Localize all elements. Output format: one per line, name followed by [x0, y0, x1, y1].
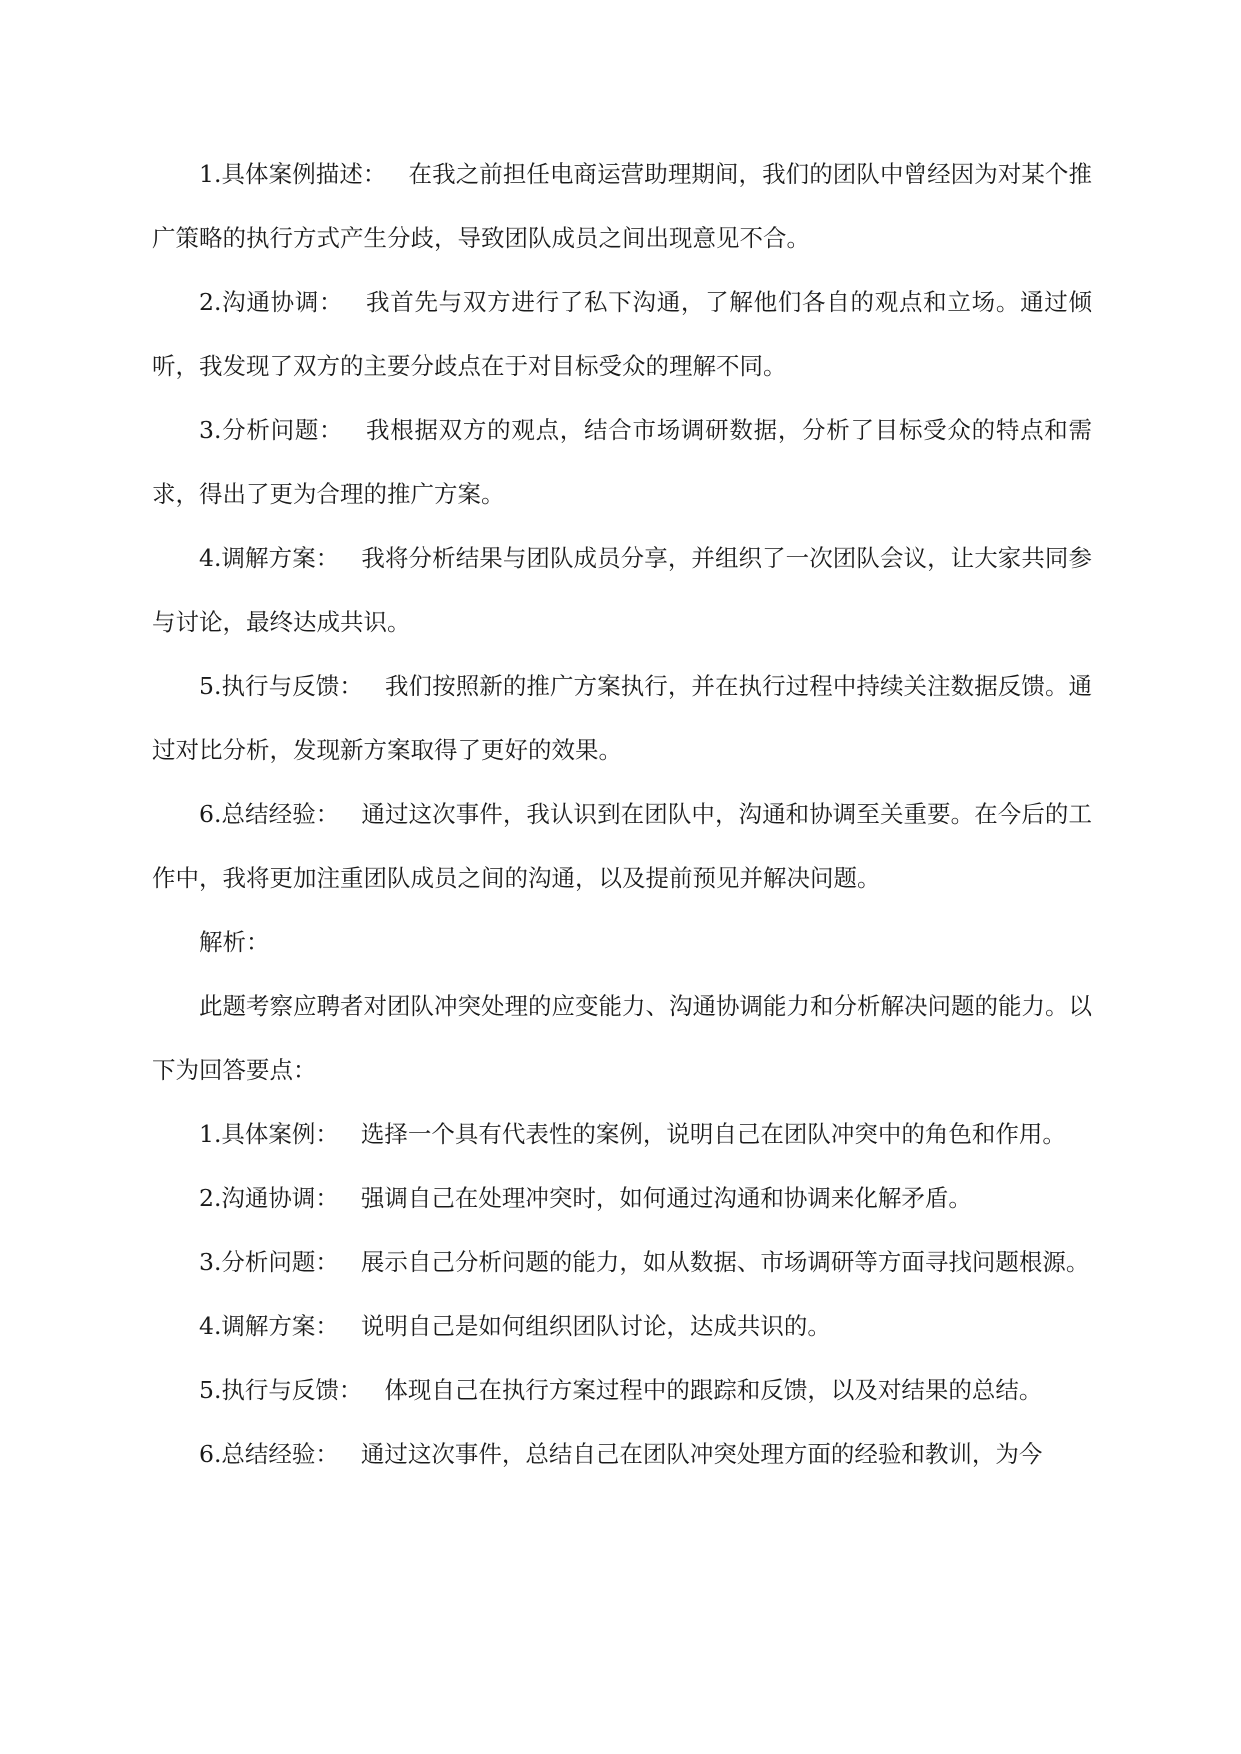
analysis-item-text: 通过这次事件，总结自己在团队冲突处理方面的经验和教训，为今: [360, 1440, 1043, 1468]
analysis-item-label: 4.调解方案：: [199, 1312, 339, 1340]
answer-item-label: 4.调解方案：: [199, 544, 340, 572]
answer-item-text: 通过这次事件，我认识到在团队中，沟通和协调至关重要。在今后的工作中，我将更加注重团队成员之间的沟通，以及提前预见并解决问题。: [152, 800, 1093, 892]
answer-item-3: [152, 398, 1092, 526]
document-body: [152, 142, 1092, 1486]
answer-item-text: 我根据双方的观点，结合市场调研数据，分析了目标受众的特点和需求，得出了更为合理的推广方案。: [152, 416, 1093, 508]
analysis-item-text: 体现自己在执行方案过程中的跟踪和反馈，以及对结果的总结。: [384, 1376, 1043, 1404]
analysis-item-label: 2.沟通协调：: [199, 1184, 339, 1212]
answer-item-text: 我将分析结果与团队成员分享，并组织了一次团队会议，让大家共同参与讨论，最终达成共识。: [152, 544, 1093, 636]
answer-item-label: 3.分析问题：: [199, 416, 344, 444]
answer-item-label: 5.执行与反馈：: [199, 672, 363, 700]
analysis-item-3: [152, 1230, 1092, 1294]
answer-item-1: [152, 142, 1092, 270]
analysis-item-5: [152, 1358, 1092, 1422]
answer-item-label: 1.具体案例描述：: [199, 160, 387, 188]
analysis-item-label: 6.总结经验：: [199, 1440, 339, 1468]
analysis-item-1: [152, 1102, 1092, 1166]
analysis-item-4: [152, 1294, 1092, 1358]
analysis-item-text: 展示自己分析问题的能力，如从数据、市场调研等方面寻找问题根源。: [360, 1248, 1090, 1276]
answer-item-2: [152, 270, 1092, 398]
analysis-item-6: [152, 1422, 1092, 1486]
analysis-heading: 解析：: [199, 928, 270, 956]
analysis-item-2: [152, 1166, 1092, 1230]
answer-item-text: 在我之前担任电商运营助理期间，我们的团队中曾经因为对某个推广策略的执行方式产生分歧，导致团队成员之间出现意见不合。: [152, 160, 1093, 252]
analysis-item-text: 选择一个具有代表性的案例，说明自己在团队冲突中的角色和作用。: [360, 1120, 1066, 1148]
analysis-item-label: 5.执行与反馈：: [199, 1376, 363, 1404]
analysis-item-label: 1.具体案例：: [199, 1120, 339, 1148]
analysis-item-text: 强调自己在处理冲突时，如何通过沟通和协调来化解矛盾。: [360, 1184, 972, 1212]
answer-item-5: [152, 654, 1092, 782]
analysis-intro: 此题考察应聘者对团队冲突处理的应变能力、沟通协调能力和分析解决问题的能力。以下为回答要点：: [152, 992, 1092, 1084]
analysis-item-label: 3.分析问题：: [199, 1248, 339, 1276]
answer-item-text: 我首先与双方进行了私下沟通，了解他们各自的观点和立场。通过倾听，我发现了双方的主要分歧点在于对目标受众的理解不同。: [152, 288, 1093, 380]
analysis-item-text: 说明自己是如何组织团队讨论，达成共识的。: [360, 1312, 831, 1340]
answer-item-label: 6.总结经验：: [199, 800, 340, 828]
answer-item-6: [152, 782, 1092, 910]
answer-item-label: 2.沟通协调：: [199, 288, 344, 316]
answer-item-text: 我们按照新的推广方案执行，并在执行过程中持续关注数据反馈。通过对比分析，发现新方案取得了更好的效果。: [152, 672, 1093, 764]
answer-item-4: [152, 526, 1092, 654]
